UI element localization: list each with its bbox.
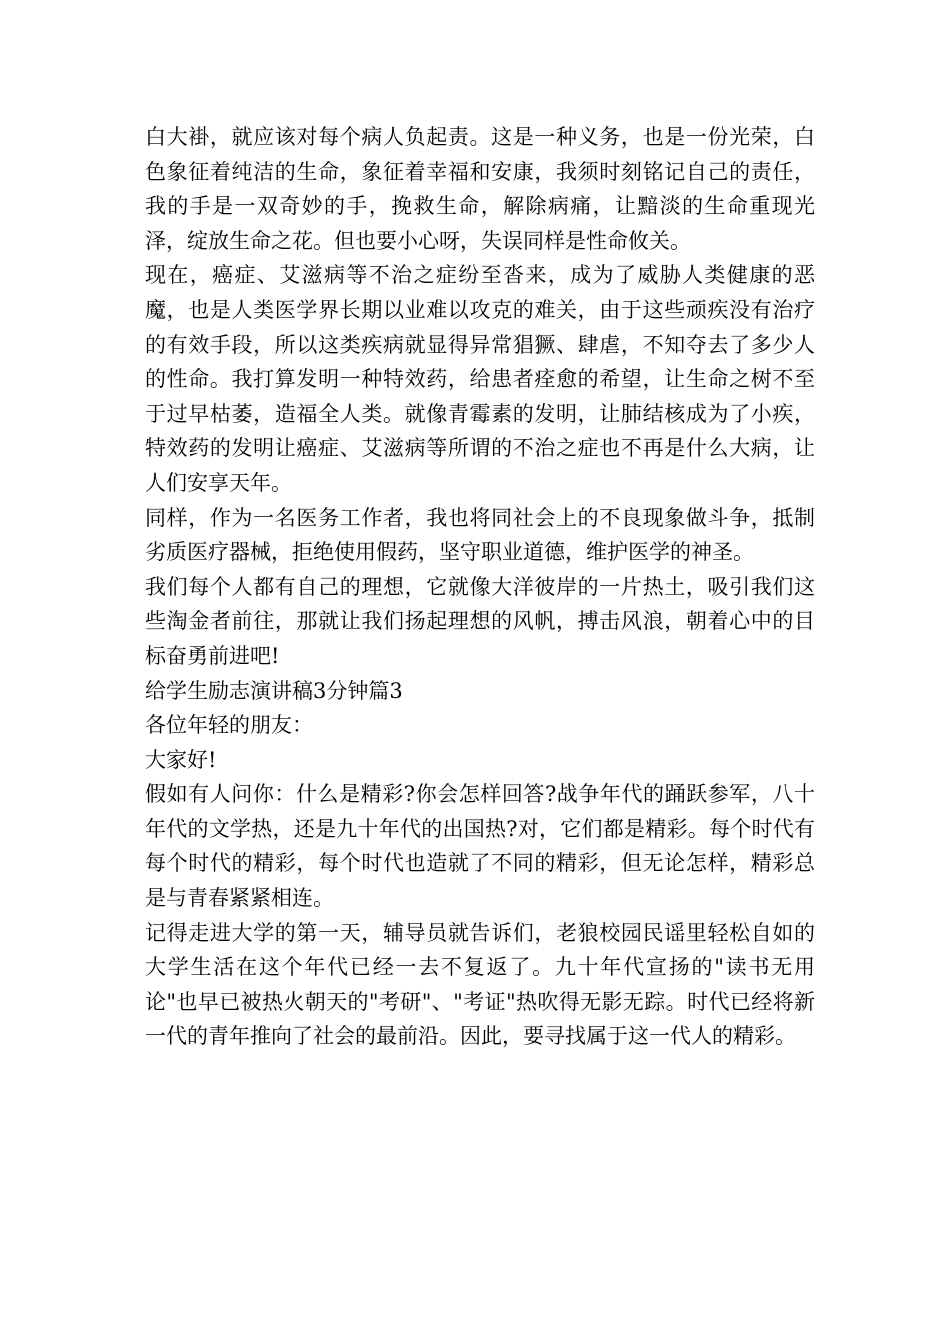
section-heading: 给学生励志演讲稿3分钟篇3 bbox=[145, 678, 403, 703]
paragraph-duty: 白大褂，就应该对每个病人负起责。这是一种义务，也是一份光荣，白色象征着纯洁的生命，象征着幸福和安康，我须时刻铭记自己的责任，我的手是一双奇妙的手，挽救生命，解除病痛，让黯淡的生命重现光泽，绽放生命之花。但也要小心呀，失误同样是性命攸关。 bbox=[145, 125, 815, 253]
paragraph-ethics: 同样，作为一名医务工作者，我也将同社会上的不良现象做斗争，抵制劣质医疗器械，拒绝使用假药，坚守职业道德，维护医学的神圣。 bbox=[145, 505, 815, 565]
paragraph-disease: 现在，癌症、艾滋病等不治之症纷至沓来，成为了威胁人类健康的恶魔，也是人类医学界长期以业难以攻克的难关，由于这些顽疾没有治疗的有效手段，所以这类疾病就显得异常猖獗、肆虐，不知夺去了多少人的性命。我打算发明一种特效药，给患者痊愈的希望，让生命之树不至于过早枯萎，造福全人类。就像青霉素的发明，让肺结核成为了小疾，特效药的发明让癌症、艾滋病等所谓的不治之症也不再是什么大病，让人们安享天年。 bbox=[145, 263, 815, 495]
paragraph-university: 记得走进大学的第一天，辅导员就告诉们，老狼校园民谣里轻松自如的大学生活在这个年代已经一去不复返了。九十年代宣扬的"读书无用论"也早已被热火朝天的"考研"、"考证"热吹得无影无踪。时代已经将新一代的青年推向了社会的最前沿。因此，要寻找属于这一代人的精彩。 bbox=[145, 920, 815, 1049]
document-page bbox=[145, 120, 815, 1054]
paragraph-ideal: 我们每个人都有自己的理想，它就像大洋彼岸的一片热土，吸引我们这些淘金者前往，那就让我们扬起理想的风帆，搏击风浪，朝着心中的目标奋勇前进吧! bbox=[145, 574, 815, 668]
greeting: 大家好! bbox=[145, 747, 217, 772]
salutation: 各位年轻的朋友： bbox=[145, 713, 313, 738]
paragraph-brilliance: 假如有人问你：什么是精彩?你会怎样回答?战争年代的踊跃参军，八十年代的文学热，还是九十年代的出国热?对，它们都是精彩。每个时代有每个时代的精彩，每个时代也造就了不同的精彩，但无论怎样，精彩总是与青春紧紧相连。 bbox=[145, 782, 815, 911]
